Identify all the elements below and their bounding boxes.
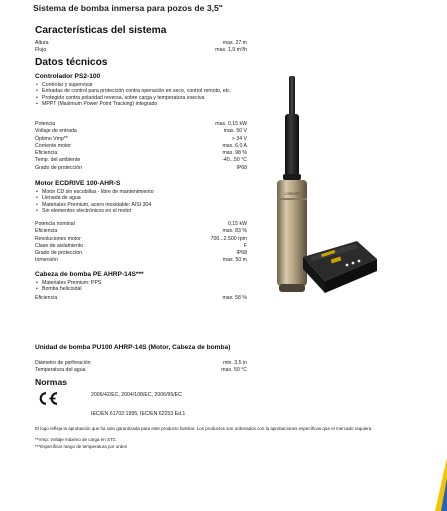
section-heading-normas: Normas [35,377,67,387]
controlador-bullets [35,82,247,108]
row-label: Diámetro de perforación [35,360,91,366]
unidad-table [35,360,247,375]
row-label: Voltaje de entrada [35,128,77,135]
row-label: Eficiencia [35,295,58,301]
corner-accent [430,458,447,511]
list-item: • Bomba helicoidal [35,286,247,292]
row-label: Óptimo Vmp** [35,135,68,142]
table-row [35,360,247,367]
table-row [35,128,247,135]
subheading-unidad: Unidad de bomba PU100 AHRP-14S (Motor, Cabeza de bomba) [35,344,231,351]
table-row [35,228,247,235]
table-row [35,40,247,47]
list-item: • Entradas de control para protección contra operación en seco, control remoto, etc. [35,88,247,94]
row-label: Temperatura del agua [35,367,86,374]
page-title: Sistema de bomba inmersa para pozos de 3,5" [33,3,223,13]
row-value: max. 50 V [223,128,247,135]
row-value: -40...50 °C [222,157,247,164]
row-label: Eficiencia [35,228,58,235]
row-label: Inmersión [35,257,58,264]
row-value: IP68 [236,164,247,171]
list-item: • Motor CD sin escobillas - libre de mantenimiento [35,189,247,195]
list-item: • Llenada de agua [35,195,247,201]
row-value: F [243,242,247,249]
table-row [35,295,247,302]
table-row [35,136,247,143]
subheading-cabeza: Cabeza de bomba PE AHRP-14S*** [35,271,144,278]
list-item: • Sin elementos electrónicos en el motor [35,208,247,214]
controller-image [299,235,380,299]
ce-mark-icon [37,391,59,406]
row-value: 0,15 kW [227,221,247,227]
row-label: Revoluciones motor [35,235,81,242]
row-label: Potencia [35,121,56,127]
list-item: • MPPT (Maximum Power Point Tracking) integrado [35,101,247,107]
row-value: max. 83 % [222,228,247,235]
table-row [35,143,247,150]
row-label: Corriente motor [35,142,72,149]
table-row [35,221,247,228]
row-value: max. 27 m [222,40,247,46]
table-row [35,150,247,157]
row-value: 700...2.500 rpm [210,235,247,242]
row-label: Potencia nominal [35,221,75,227]
caracteristicas-table [35,40,247,55]
table-row [35,236,247,243]
temp-note: ***Especificar rango de temperatura por orden [35,444,128,449]
row-label: Temp. del ambiente [35,157,81,164]
motor-bullets [35,189,247,215]
table-row [35,157,247,164]
row-value: min. 3,5 in [223,360,247,366]
table-row [35,243,247,250]
brand-label: LORENTZ [284,192,300,196]
table-row [35,47,247,54]
row-label: Clase de aislamiento [35,242,84,249]
list-item: • Controlar y supervisar [35,82,247,88]
row-value: max. 0,15 kW [215,121,247,127]
row-label: Flujo [35,47,47,54]
section-heading-datos: Datos técnicos [35,57,108,68]
row-value: max. 1,9 m³/h [215,47,247,54]
normas-line-2: IEC/EN 61702:1995, IEC/EN 62253 Ed.1 [91,411,186,417]
row-value: IP68 [236,250,247,257]
row-value: max. 98 % [222,150,247,157]
section-heading-caracteristicas: Características del sistema [35,25,167,36]
list-item: • Protegido contra polaridad reversa, sobre carga y temperatura execiva [35,95,247,101]
row-value: max. 50 m [222,257,247,264]
logo-note: El logo refleja la aprobación que ha sido garantizada para este producto familiar. Los productos son ordenados con la aprobaciones específicas que el mercado requiera. [35,426,373,431]
subheading-motor: Motor ECDRIVE 100-AHR-S [35,180,121,187]
cabeza-table [35,295,247,302]
cabeza-bullets [35,280,247,293]
subheading-controlador: Controlador PS2-100 [35,73,101,80]
row-label: Grado de protección [35,164,83,171]
row-value: max. 58 % [222,295,247,301]
row-label: Eficiencia [35,150,58,157]
table-row [35,121,247,128]
motor-table [35,221,247,265]
table-row [35,165,247,172]
list-item: • Materiales Premium: PPS [35,280,247,286]
table-row [35,367,247,374]
row-label: Altura [35,40,49,46]
table-row [35,250,247,257]
controlador-table [35,121,247,172]
row-value: max. 6,0 A [222,142,247,149]
normas-line-1: 2006/42/EC, 2004/108/EC, 2006/95/EC [91,392,182,398]
row-value: max. 50 °C [221,367,247,374]
row-value: > 34 V [231,135,247,142]
row-label: Grado de protección [35,250,83,257]
table-row [35,257,247,264]
list-item: • Materiales Premium, acero inoxidable: AISI 304 [35,202,247,208]
vmp-note: **Vmp: Voltaje máximo de carga en STC [35,437,117,442]
